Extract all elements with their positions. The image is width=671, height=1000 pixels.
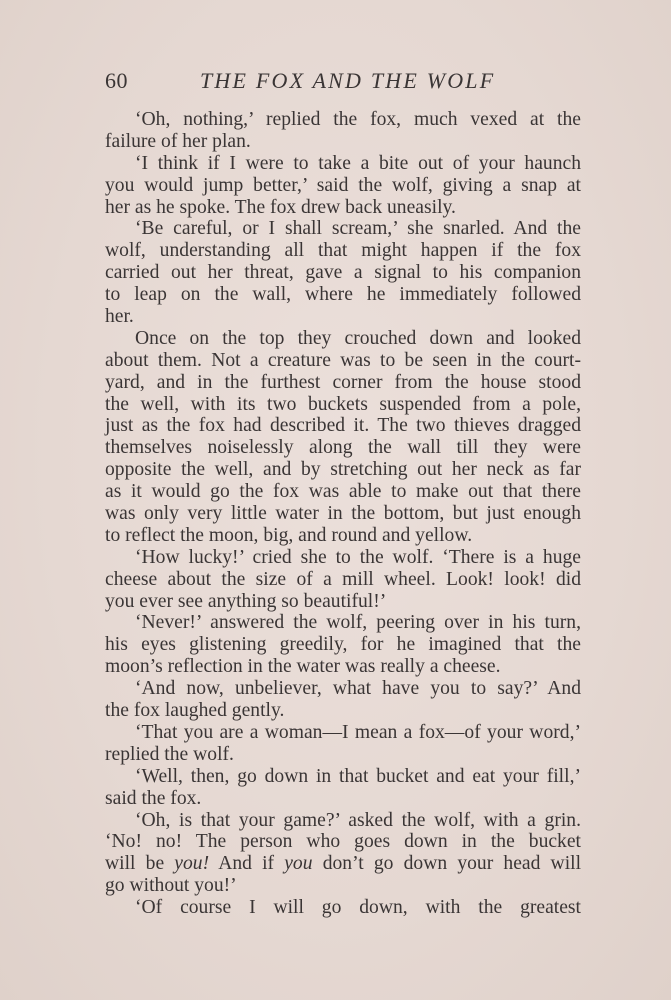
text-line: to leap on the wall, where he immediately followed <box>105 284 581 306</box>
page-header <box>105 68 581 98</box>
text-line: go without you!’ <box>105 875 237 897</box>
text-line: failure of her plan. <box>105 130 251 152</box>
text-line: his eyes glistening greedily, for he imagined that the <box>105 634 581 656</box>
text-line: ‘Never!’ answered the wolf, peering over in his turn, <box>135 612 581 634</box>
text-line: about them. Not a creature was to be seen in the court- <box>105 349 581 371</box>
text-line: to reflect the moon, big, and round and yellow. <box>105 524 473 546</box>
text-line: the fox laughed gently. <box>105 700 285 722</box>
text-line: moon’s reflection in the water was really a cheese. <box>105 656 501 678</box>
text-line: ‘How lucky!’ cried she to the wolf. ‘There is a huge <box>135 546 581 568</box>
page-number: 60 <box>105 68 128 93</box>
text-line: ‘Of course I will go down, with the greatest <box>135 897 581 919</box>
text-line: yard, and in the furthest corner from the house stood <box>105 371 581 393</box>
text-line: cheese about the size of a mill wheel. Look! look! did <box>105 568 581 590</box>
text-line: just as the fox had described it. The two thieves dragged <box>105 415 581 437</box>
text-line: as it would go the fox was able to make out that there <box>105 481 581 503</box>
text-line: ‘That you are a woman—I mean a fox—of your word,’ <box>135 721 581 743</box>
text-line: ‘And now, unbeliever, what have you to say?’ And <box>135 678 581 700</box>
text-line: ‘Oh, nothing,’ replied the fox, much vexed at the <box>135 109 581 130</box>
text-line: the well, with its two buckets suspended from a pole, <box>105 393 581 415</box>
text-line: opposite the well, and by stretching out her neck as far <box>105 459 581 481</box>
text-line: will be you! And if you don’t go down your head will <box>105 853 582 875</box>
text-line: ‘No! no! The person who goes down in the bucket <box>105 831 581 853</box>
text-line: her. <box>105 306 134 328</box>
text-line: ‘Oh, is that your game?’ asked the wolf, with a grin. <box>135 809 581 831</box>
text-line: ‘Well, then, go down in that bucket and eat your fill,’ <box>135 765 581 787</box>
text-line: said the fox. <box>105 787 202 809</box>
text-line: themselves noiselessly along the wall till they were <box>105 437 581 459</box>
body-text <box>105 109 581 919</box>
text-line: ‘Be careful, or I shall scream,’ she snarled. And the <box>135 218 581 240</box>
text-line: you would jump better,’ said the wolf, giving a snap at <box>105 174 581 196</box>
text-line: replied the wolf. <box>105 743 234 765</box>
text-line: wolf, understanding all that might happen if the fox <box>105 240 581 262</box>
text-line: ‘I think if I were to take a bite out of your haunch <box>135 152 581 174</box>
text-line: was only very little water in the bottom, but just enough <box>105 503 581 525</box>
text-line: you ever see anything so beautiful!’ <box>105 590 387 612</box>
text-line: carried out her threat, gave a signal to his companion <box>105 262 581 284</box>
running-title: THE FOX AND THE WOLF <box>200 68 496 93</box>
text-line: her as he spoke. The fox drew back uneasily. <box>105 196 456 218</box>
text-line: Once on the top they crouched down and looked <box>135 327 581 349</box>
